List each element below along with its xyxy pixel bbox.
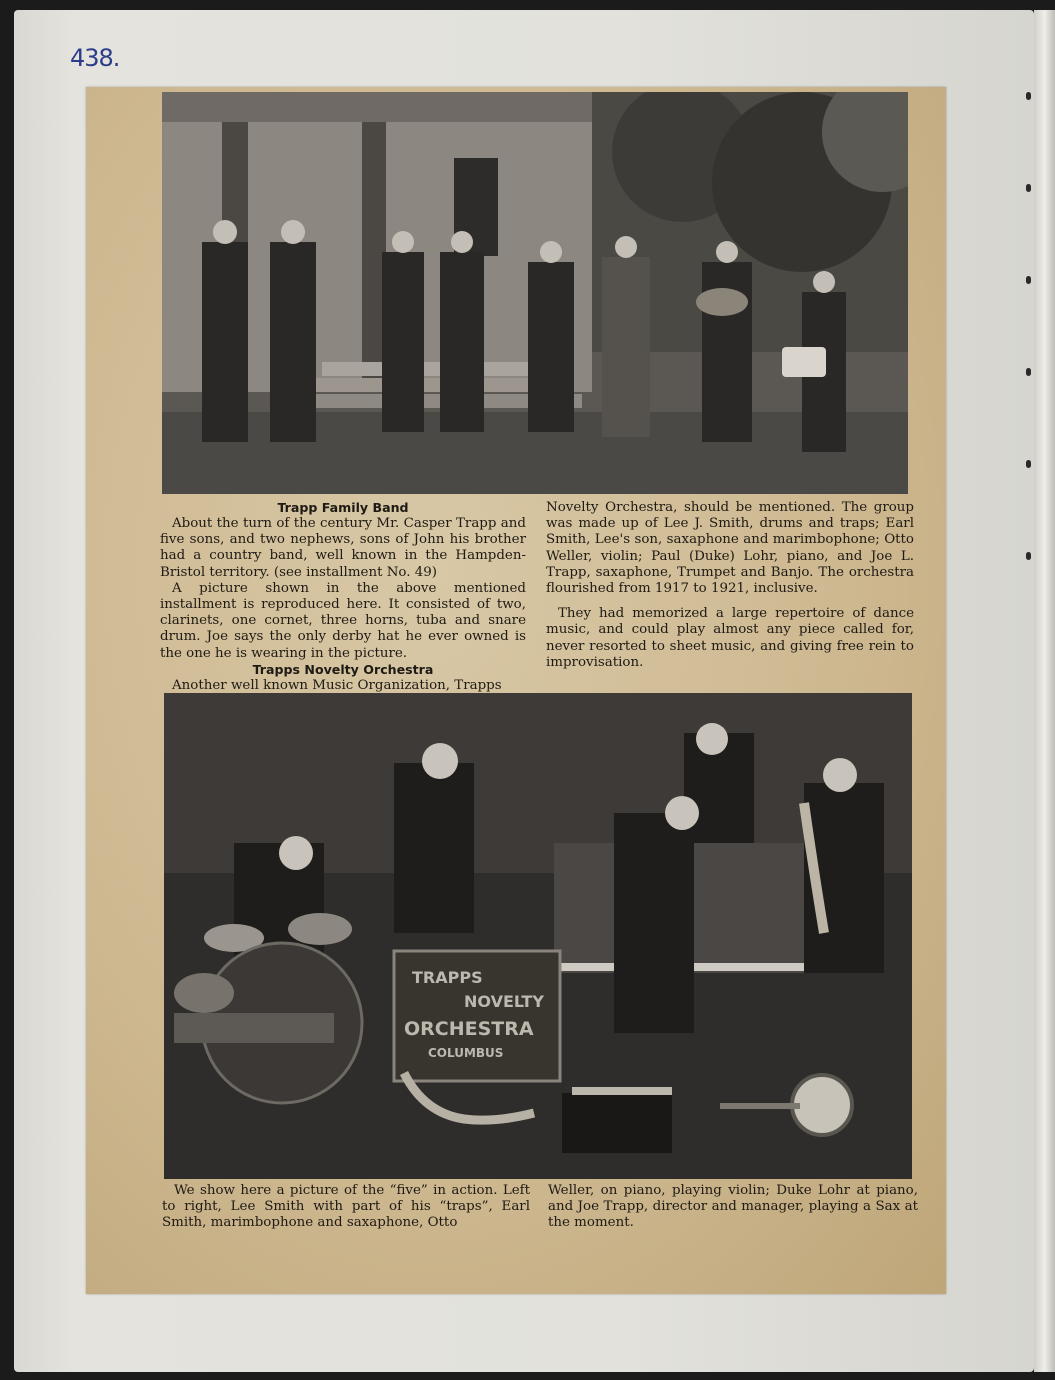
binder-hole	[1026, 552, 1031, 560]
novelty-orchestra-paragraph-1-cont: Novelty Orchestra, should be mentioned. The group was made up of Lee J. Smith, drums and traps; Earl Smith, Lee's son, saxaphone and marimbophone; Otto Weller, violin; Paul (Duke) Lohr, piano, and Joe L. Trapp, saxaphone, Trumpet and Banjo. The orchestra flourished from 1917 to 1921, inclusive.	[546, 500, 914, 597]
trapps-novelty-orchestra-photo	[164, 693, 912, 1179]
trapp-family-band-paragraph-2: A picture shown in the above mentioned installment is reproduced here. It consisted of two, clarinets, one cornet, three horns, tuba and snare drum. Joe says the only derby hat he ever owned is the one he is wearing in the picture.	[160, 580, 526, 661]
novelty-orchestra-paragraph-2: They had memorized a large repertoire of dance music, and could play almost any piece called for, never resorted to sheet music, and giving free rein to improvisation.	[546, 606, 914, 670]
drum-banner-line-4: COLUMBUS	[428, 1046, 504, 1060]
binder-hole	[1026, 276, 1031, 284]
photo-caption-right: Weller, on piano, playing violin; Duke Lohr at piano, and Joe Trapp, director and manager, playing a Sax at the moment.	[548, 1183, 918, 1231]
page-edge	[1034, 10, 1055, 1372]
drum-banner-line-1: TRAPPS	[412, 968, 483, 987]
column-left-bottom	[162, 1183, 530, 1232]
column-right-top	[546, 500, 914, 671]
newspaper-clipping	[86, 87, 946, 1294]
photo-caption-left: We show here a picture of the “five” in action. Left to right, Lee Smith with part of his “traps”, Earl Smith, marimbophone and saxaphone, Otto	[162, 1183, 530, 1231]
binder-hole	[1026, 184, 1031, 192]
novelty-orchestra-heading: Trapps Novelty Orchestra	[252, 661, 434, 677]
trapp-family-band-photo	[162, 92, 908, 494]
drum-banner-line-3: ORCHESTRA	[404, 1018, 534, 1040]
column-left-top	[160, 500, 526, 694]
novelty-orchestra-paragraph-1-start: Another well known Music Organization, Trapps	[172, 677, 502, 693]
trapp-family-band-heading: Trapp Family Band	[277, 500, 409, 515]
binder-hole	[1026, 368, 1031, 376]
handwritten-page-number: 438.	[70, 44, 120, 72]
binder-hole	[1026, 460, 1031, 468]
trapp-family-band-paragraph-1: About the turn of the century Mr. Casper Trapp and five sons, and two nephews, sons of John his brother had a country band, well known in the Hampden-Bristol territory. (see installment No. 49)	[160, 516, 526, 580]
drum-banner-line-2: NOVELTY	[464, 992, 544, 1011]
column-right-bottom	[548, 1183, 918, 1232]
binder-hole	[1026, 92, 1031, 100]
